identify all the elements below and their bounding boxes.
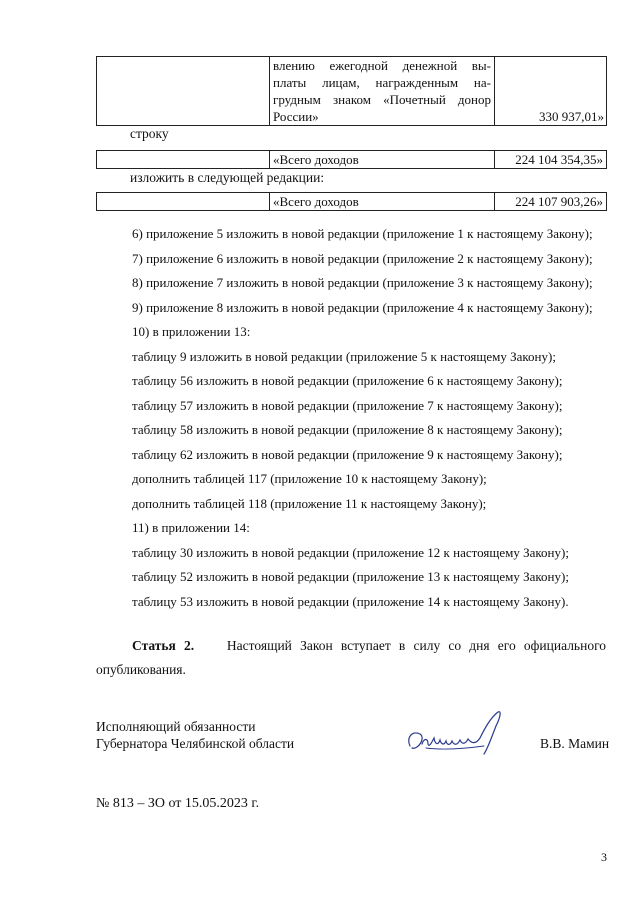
table-row (97, 151, 607, 169)
signatory-name: В.В. Мамин (540, 736, 610, 751)
page-number: 3 (601, 850, 607, 864)
total-income-row-old (96, 150, 607, 169)
list-item: 11) в приложении 14: (132, 520, 250, 535)
label-new-edition: изложить в следующей редакции: (130, 170, 325, 185)
description-line: грудным знаком «Почетный донор (273, 92, 491, 107)
list-item: таблицу 56 изложить в новой редакции (приложение 6 к настоящему Закону); (132, 373, 563, 388)
table-cell-code (97, 151, 270, 169)
table-row (97, 193, 607, 211)
total-income-row-new (96, 192, 607, 211)
list-item: 10) в приложении 13: (132, 324, 251, 339)
table-cell-label: «Всего доходов (270, 151, 495, 169)
description-line: платы лицам, награжденным на- (273, 75, 491, 90)
article-2 (96, 634, 606, 682)
list-item: таблицу 57 изложить в новой редакции (приложение 7 к настоящему Закону); (132, 397, 563, 413)
description-line: влению ежегодной денежной вы- (273, 58, 491, 73)
list-item: 8) приложение 7 изложить в новой редакции (приложение 3 к настоящему Закону); (132, 275, 593, 290)
label-stroku: строку (130, 126, 169, 141)
article-heading: Статья 2. (132, 638, 195, 653)
article-text: Настоящий Закон вступает в силу со дня его официального опубликования. (96, 638, 607, 677)
description-line: России» (273, 109, 319, 124)
list-item: таблицу 53 изложить в новой редакции (приложение 14 к настоящему Закону). (132, 593, 569, 609)
list-item: 9) приложение 8 изложить в новой редакции (приложение 4 к настоящему Закону); (132, 299, 593, 315)
table-cell-amount: 224 107 903,26» (495, 193, 607, 211)
list-item: таблицу 9 изложить в новой редакции (приложение 5 к настоящему Закону); (132, 348, 556, 364)
handwritten-signature (402, 708, 517, 760)
list-item: 6) приложение 5 изложить в новой редакции (приложение 1 к настоящему Закону); (132, 226, 593, 241)
list-item: 7) приложение 6 изложить в новой редакции (приложение 2 к настоящему Закону); (132, 250, 593, 266)
list-item: дополнить таблицей 117 (приложение 10 к настоящему Закону); (132, 471, 487, 486)
amendment-list (132, 222, 602, 614)
table-row (97, 57, 607, 126)
list-item: дополнить таблицей 118 (приложение 11 к настоящему Закону); (132, 495, 487, 511)
table-cell-amount: 224 104 354,35» (495, 151, 607, 169)
table-cell-label: «Всего доходов (270, 193, 495, 211)
table-cell-description (270, 57, 495, 126)
table-cell-code (97, 57, 270, 126)
signatory-role-line: Губернатора Челябинской области (96, 736, 295, 751)
table-cell-amount: 330 937,01» (495, 57, 607, 126)
list-item: таблицу 58 изложить в новой редакции (приложение 8 к настоящему Закону); (132, 422, 563, 437)
budget-table-fragment (96, 56, 607, 126)
list-item: таблицу 62 изложить в новой редакции (приложение 9 к настоящему Закону); (132, 446, 563, 462)
signatory-role-line: Исполняющий обязанности (96, 719, 256, 734)
signatory-role (96, 718, 294, 752)
list-item: таблицу 30 изложить в новой редакции (приложение 12 к настоящему Закону); (132, 544, 569, 560)
table-cell-code (97, 193, 270, 211)
law-number: № 813 – ЗО от 15.05.2023 г. (96, 796, 260, 811)
list-item: таблицу 52 изложить в новой редакции (приложение 13 к настоящему Закону); (132, 569, 569, 584)
